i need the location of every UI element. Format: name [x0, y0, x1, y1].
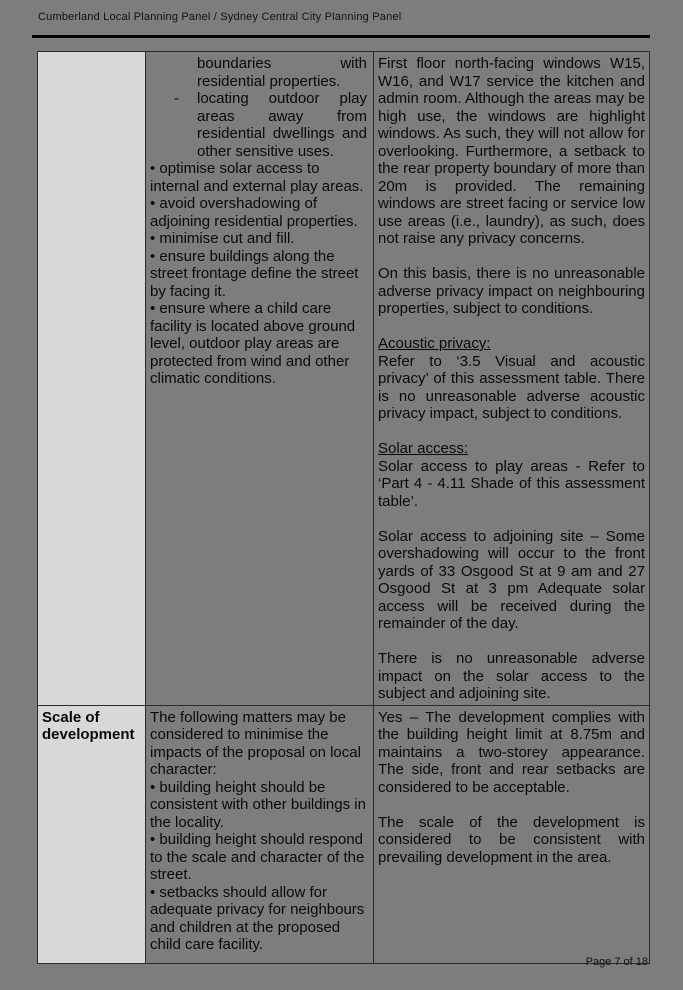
comment-paragraph: On this basis, there is no unreasonable adverse privacy impact on neighbouring properties, subject to conditions.	[378, 265, 645, 317]
page-number: Page 7 of 18	[585, 956, 648, 968]
assessment-table	[37, 51, 650, 964]
bullet-item: • optimise solar access to internal and external play areas.	[150, 160, 364, 195]
document-header-title: Cumberland Local Planning Panel / Sydney Central City Planning Panel	[38, 11, 402, 23]
comment-paragraph: Solar access to play areas - Refer to ‘Part 4 - 4.11 Shade of this assessment table’.	[378, 457, 645, 510]
criteria-cell	[146, 705, 374, 963]
comment-paragraph: There is no unreasonable adverse impact on the solar access to the subject and adjoining site.	[378, 650, 645, 702]
comment-block	[378, 335, 645, 423]
list-item-text: locating outdoor play areas away from residential dwellings and other sensitive uses.	[197, 90, 367, 160]
bullet-item: • setbacks should allow for adequate privacy for neighbours and children at the proposed child care facility.	[150, 883, 365, 953]
table-row-scale-of-development	[38, 705, 650, 963]
header-divider-rule	[32, 35, 650, 38]
comment-paragraph: Refer to ‘3.5 Visual and acoustic privacy’ of this assessment table. There is no unreasonable adverse acoustic privacy impact, subject to conditions.	[378, 352, 645, 422]
criteria-intro: The following matters may be considered to minimise the impacts of the proposal on local character:	[150, 708, 361, 778]
comment-heading: Solar access:	[378, 440, 469, 457]
criteria-cell	[146, 52, 374, 706]
bullet-item: • minimise cut and fill.	[150, 230, 295, 247]
comment-paragraph: The scale of the development is considered to be consistent with prevailing development in the area.	[378, 813, 645, 866]
comment-cell	[374, 705, 650, 963]
table-row-continuation	[38, 52, 650, 706]
bullet-item: • ensure buildings along the street frontage define the street by facing it.	[150, 247, 359, 300]
hanging-list-item	[150, 55, 367, 90]
comment-paragraph: First floor north-facing windows W15, W16, and W17 service the kitchen and admin room. Although the areas may be high use, the windows are highlight windows. As such, they will not allow for overlooking. Furthermore, a setback to the rear property boundary of more than 20m is provided. The remaining windows are street facing or service low use areas (i.e., laundry), as such, does not raise any privacy concerns.	[378, 55, 645, 247]
bullet-item: • building height should respond to the scale and character of the street.	[150, 831, 365, 883]
row-label: Scale of development	[42, 708, 135, 743]
comment-block	[378, 440, 645, 510]
row-label-cell	[38, 705, 146, 963]
hanging-list-item	[150, 90, 367, 160]
comment-cell	[374, 52, 650, 706]
comment-paragraph: Solar access to adjoining site – Some overshadowing will occur to the front yards of 33 Osgood St at 9 am and 27 Osgood St at 3 pm Adequate solar access will be received during the remainder of the day.	[378, 527, 645, 632]
row-label-cell	[38, 52, 146, 706]
comment-heading: Acoustic privacy:	[378, 335, 491, 352]
bullet-item: • avoid overshadowing of adjoining residential properties.	[150, 195, 358, 230]
bullet-item: • building height should be consistent with other buildings in the locality.	[150, 778, 366, 831]
comment-paragraph: Yes – The development complies with the building height limit at 8.75m and maintains a two-storey appearance. The side, front and rear setbacks are considered to be acceptable.	[378, 708, 645, 796]
list-marker: -	[174, 90, 179, 107]
bullet-item: • ensure where a child care facility is located above ground level, outdoor play areas are protected from wind and other climatic conditions.	[150, 300, 356, 387]
list-item-text: boundaries with residential properties.	[197, 55, 367, 90]
